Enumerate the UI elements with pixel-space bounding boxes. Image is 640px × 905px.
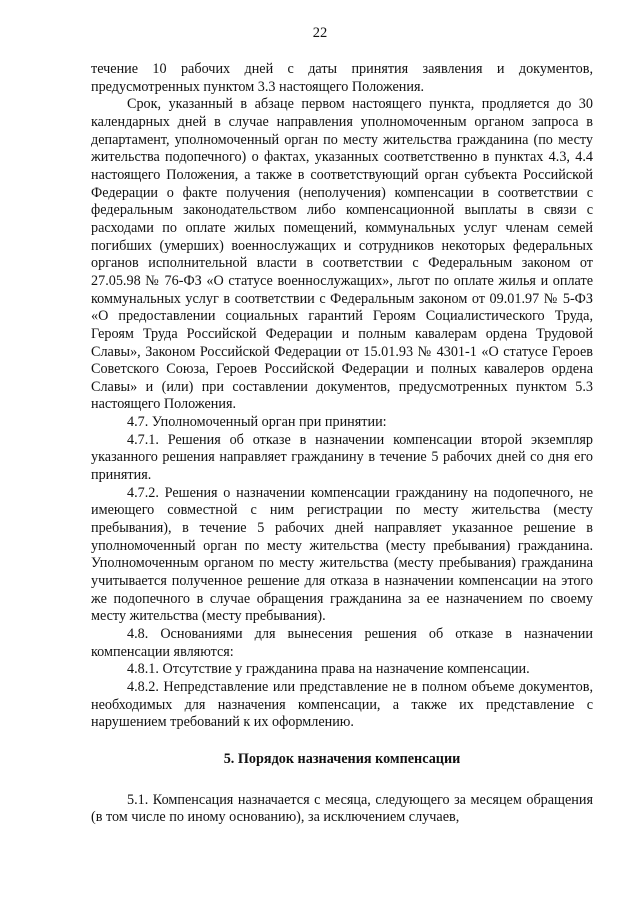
document-body [91, 61, 593, 827]
paragraph-4-7-2: 4.7.2. Решения о назначении компенсации гражданину на подопечного, не имеющего совместной с ним регистрации по месту жительства (месту пребывания), в течение 5 рабочих дней направляет указанное решение в уполномоченный орган по месту жительства (месту пребывания) гражданина. Уполномоченным органом по месту жительства (месту пребывания) гражданина учитывается полученное решение для отказа в назначении компенсации на этого же подопечного в случае обращения гражданина за ее назначением по своему месту жительства (месту пребывания). [91, 484, 593, 625]
paragraph-5-1: 5.1. Компенсация назначается с месяца, следующего за месяцем обращения (в том числе по иному основанию), за исключением случаев, [91, 791, 593, 826]
page-number: 22 [312, 25, 328, 41]
section-heading: 5. Порядок назначения компенсации [223, 750, 461, 767]
paragraph-4-7-1: 4.7.1. Решения об отказе в назначении компенсации второй экземпляр указанного решения направляет гражданину в течение 5 рабочих дней со дня его принятия. [91, 431, 593, 484]
paragraph-4-7: 4.7. Уполномоченный орган при принятии: [127, 414, 387, 431]
paragraph-continuation: течение 10 рабочих дней с даты принятия заявления и документов, предусмотренных пунктом 3.3 настоящего Положения. [91, 61, 593, 95]
paragraph-4-8: 4.8. Основаниями для вынесения решения об отказе в назначении компенсации являются: [91, 626, 593, 660]
paragraph-deadline-extension: Срок, указанный в абзаце первом настоящего пункта, продляется до 30 календарных дней в случае направления уполномоченным органом запроса в департамент, уполномоченный орган по месту жительства гражданина (по месту жительства подопечного) о фактах, указанных соответственно в пунктах 4.3, 4.4 настоящего Положения, а также в соответствующий орган субъекта Российской Федерации о факте получения (неполучения) компенсации в соответствии с федеральным законодательством либо компенсационной выплаты в связи с расходами по оплате жилых помещений, коммунальных услуг членам семей погибших (умерших) военнослужащих и сотрудников некоторых федеральных органов исполнительной власти в соответствии с Федеральным законом от 27.05.98 № 76-ФЗ «О статусе военнослужащих», льгот по оплате жилья и оплате коммунальных услуг в соответствии с Федеральным законом от 09.01.97 № 5-ФЗ «О предоставлении социальных гарантий Героям Социалистического Труда, Героям Труда Российской Федерации и полным кавалерам ордена Трудовой Славы», Законом Российской Федерации от 15.01.93 № 4301-1 «О статусе Героев Советского Союза, Героев Российской Федерации и полных кавалеров ордена Славы» и (или) при составлении документов, предусмотренных пунктом 5.3 настоящего Положения. [91, 96, 593, 413]
paragraph-4-8-1: 4.8.1. Отсутствие у гражданина права на назначение компенсации. [127, 661, 530, 678]
paragraph-4-8-2: 4.8.2. Непредставление или представление не в полном объеме документов, необходимых для назначения компенсации, а также их представление с нарушением требований к их оформлению. [91, 678, 593, 731]
